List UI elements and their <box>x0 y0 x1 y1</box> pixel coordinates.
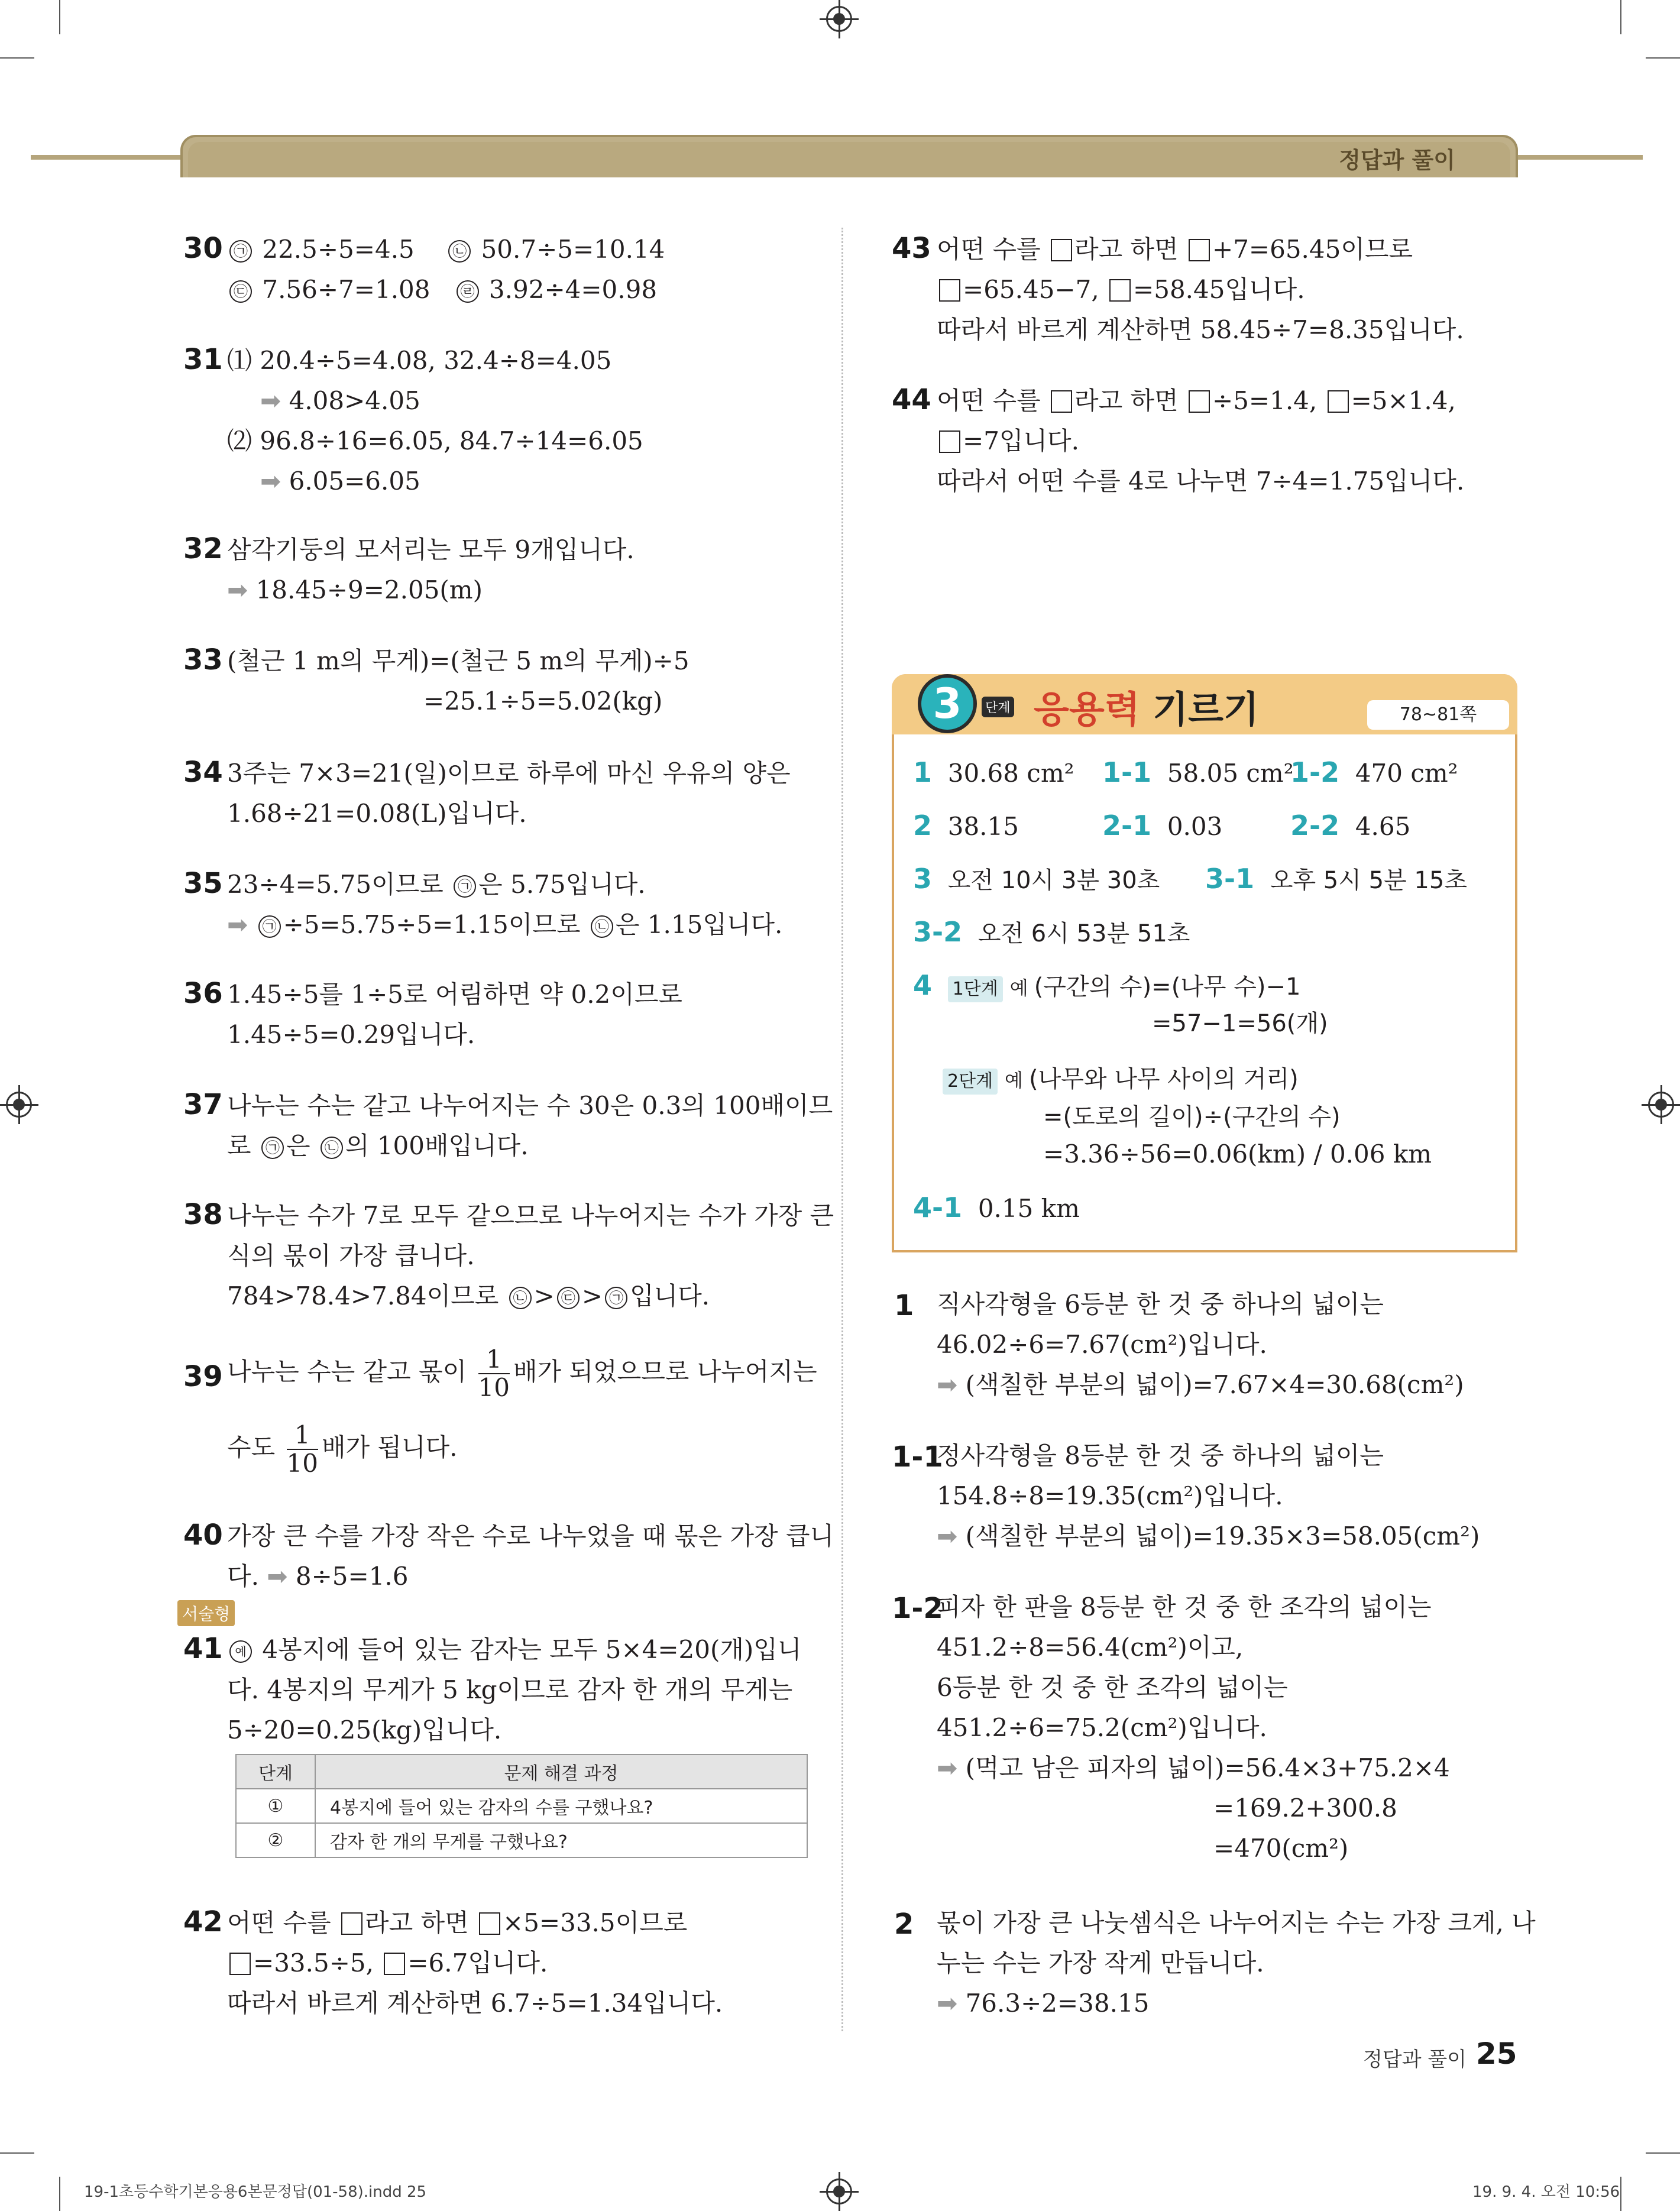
short-answer-row-1: 1 30.68 cm² <box>913 756 1074 788</box>
question-number: 31 <box>183 343 223 376</box>
short-answer-4-step1: 4 1단계 예 (구간의 수)=(나무 수)−1 <box>913 969 1301 1001</box>
registration-mark-icon <box>1648 1092 1674 1118</box>
answer-30-line2: ㉢ 7.56÷7=1.08 ㉣ 3.92÷4=0.98 <box>227 270 657 310</box>
short-answer-row-5: 4-1 0.15 km <box>913 1192 1080 1223</box>
answer-42-line3: 따라서 바르게 계산하면 6.7÷5=1.34입니다. <box>227 1989 723 2018</box>
table-row <box>236 1823 807 1857</box>
explanation-1-2-line1: 피자 한 판을 8등분 한 것 중 한 조각의 넓이는 <box>937 1592 1432 1621</box>
answer-33-line1: (철근 1 m의 무게)=(철근 5 m의 무게)÷5 <box>227 646 690 675</box>
section-step-label: 단계 <box>982 697 1014 717</box>
short-answer-row-2: 2-2 4.65 <box>1290 810 1411 841</box>
answer-39-line1: 나누는 수는 같고 몫이 $\frac{1}{10}$ 배가 되었으므로 나누어지는 <box>227 1345 817 1402</box>
crop-mark <box>1646 2152 1680 2154</box>
table-header-row <box>236 1754 807 1789</box>
explanation-1-line3: ➡ (색칠한 부분의 넓이)=7.67×4=30.68(cm²) <box>937 1370 1464 1399</box>
answer-36-line2: 1.45÷5=0.29입니다. <box>227 1020 475 1049</box>
short-answer-4-step2: 2단계 예 (나무와 나무 사이의 거리) <box>943 1058 1299 1100</box>
answer-44-line3: 따라서 어떤 수를 4로 나누면 7÷4=1.75입니다. <box>937 467 1465 496</box>
table-cell: ① <box>236 1789 315 1823</box>
explanation-1-1-line1: 정사각형을 8등분 한 것 중 하나의 넓이는 <box>937 1441 1384 1470</box>
question-number: 42 <box>183 1905 223 1938</box>
short-answer-row-2: 2-1 0.03 <box>1102 810 1223 841</box>
answer-34-line1: 3주는 7×3=21(일)이므로 하루에 마신 우유의 양은 <box>227 759 791 788</box>
answer-31-p2: ⑵ 96.8÷16=6.05, 84.7÷14=6.05 <box>227 426 643 455</box>
header-tab-fill <box>188 142 1510 177</box>
answer-40-line1: 가장 큰 수를 가장 작은 수로 나누었을 때 몫은 가장 큽니 <box>227 1522 834 1550</box>
question-number: 37 <box>183 1088 223 1121</box>
answer-44-line2: =7입니다. <box>937 421 1079 461</box>
answer-34-line2: 1.68÷21=0.08(L)입니다. <box>227 799 527 828</box>
header-section-label: 정답과 풀이 <box>1339 147 1455 173</box>
table-header-step: 단계 <box>236 1754 315 1789</box>
answer-32-line1: 삼각기둥의 모서리는 모두 9개입니다. <box>227 535 635 564</box>
page-number: 25 <box>1476 2037 1517 2071</box>
column-divider <box>841 228 843 2031</box>
answer-31-p1: ⑴ 20.4÷5=4.08, 32.4÷8=4.05 <box>227 346 612 375</box>
scoring-table <box>235 1754 808 1858</box>
fraction: $\frac{1}{10}$ <box>478 1345 510 1402</box>
explanation-1-1-line3: ➡ (색칠한 부분의 넓이)=19.35×3=58.05(cm²) <box>937 1522 1480 1550</box>
question-number: 1-1 <box>892 1440 943 1474</box>
short-answer-row-4: 3-2 오전 6시 53분 51초 <box>913 916 1190 948</box>
answer-31-a2: ➡ 6.05=6.05 <box>260 467 420 496</box>
short-answer-4-step1-line2: =57−1=56(개) <box>1152 1010 1328 1037</box>
answer-32-line2: ➡ 18.45÷9=2.05(m) <box>227 575 483 604</box>
question-number: 44 <box>892 383 931 416</box>
explanation-2-line3: ➡ 76.3÷2=38.15 <box>937 1989 1150 2018</box>
answer-39-line2: 수도 $\frac{1}{10}$ 배가 됩니다. <box>227 1420 458 1478</box>
crop-mark <box>1620 2177 1621 2211</box>
explanation-1-line2: 46.02÷6=7.67(cm²)입니다. <box>937 1330 1267 1359</box>
question-number: 1 <box>894 1289 914 1322</box>
answer-37-line1: 나누는 수는 같고 나누어지는 수 30은 0.3의 100배이므 <box>227 1091 833 1120</box>
crop-mark <box>0 57 34 59</box>
essay-type-badge: 서술형 <box>177 1600 235 1626</box>
section-title: 응용력 기르기 <box>1034 688 1259 731</box>
answer-30-line1: ㉠ 22.5÷5=4.5 ㉡ 50.7÷5=10.14 <box>227 229 665 270</box>
crop-mark <box>1646 57 1680 59</box>
registration-mark-icon <box>6 1092 32 1118</box>
question-number: 38 <box>183 1198 223 1231</box>
print-slug-date: 19. 9. 4. 오전 10:56 <box>1472 2183 1620 2201</box>
question-number: 32 <box>183 532 223 565</box>
table-cell: ② <box>236 1823 315 1857</box>
question-number: 40 <box>183 1519 223 1552</box>
short-answer-row-3: 3-1 오후 5시 5분 15초 <box>1205 863 1467 895</box>
explanation-2-line1: 몫이 가장 큰 나눗셈식은 나누어지는 수는 가장 크게, 나 <box>937 1908 1536 1937</box>
answer-43-line1: 어떤 수를 라고 하면 +7=65.45이므로 <box>937 235 1413 264</box>
answer-42-line1: 어떤 수를 라고 하면 ×5=33.5이므로 <box>227 1908 688 1937</box>
answer-40-line2: 다. ➡ 8÷5=1.6 <box>227 1562 409 1591</box>
answer-38-line2: 식의 몫이 가장 큽니다. <box>227 1241 475 1270</box>
print-slug-file: 19-1초등수학기본응용6본문정답(01-58).indd 25 <box>84 2183 427 2201</box>
question-number: 35 <box>183 867 223 900</box>
table-cell: 4봉지에 들어 있는 감자의 수를 구했나요? <box>315 1789 807 1823</box>
answer-36-line1: 1.45÷5를 1÷5로 어림하면 약 0.2이므로 <box>227 980 682 1009</box>
explanation-1-1-line2: 154.8÷8=19.35(cm²)입니다. <box>937 1481 1283 1510</box>
question-number: 2 <box>894 1908 914 1941</box>
question-number: 30 <box>183 232 223 265</box>
answer-33-line2: =25.1÷5=5.02(kg) <box>423 687 663 716</box>
question-number: 39 <box>183 1360 223 1393</box>
registration-mark-icon <box>826 2178 852 2204</box>
answer-35-line1: 23÷4=5.75이므로 ㉠ 은 5.75입니다. <box>227 870 646 899</box>
answer-37-line2: 로 ㉠ 은 ㉡ 의 100배입니다. <box>227 1131 529 1160</box>
short-answer-row-1: 1-1 58.05 cm² <box>1102 756 1294 788</box>
answer-44-line1: 어떤 수를 라고 하면 ÷5=1.4, =5×1.4, <box>937 386 1456 415</box>
explanation-1-2-line2: 451.2÷8=56.4(cm²)이고, <box>937 1633 1244 1662</box>
question-number: 34 <box>183 756 223 789</box>
fraction: $\frac{1}{10}$ <box>286 1420 318 1478</box>
explanation-1-2-line6: =169.2+300.8 <box>1213 1794 1397 1822</box>
section-page-range: 78~81쪽 <box>1367 700 1509 730</box>
answer-43-line2: =65.45−7, =58.45입니다. <box>937 270 1305 310</box>
crop-mark <box>1620 0 1621 34</box>
registration-mark-icon <box>826 6 852 32</box>
footer-title: 정답과 풀이 <box>1363 2048 1467 2071</box>
crop-mark <box>59 0 60 34</box>
explanation-1-2-line3: 6등분 한 것 중 한 조각의 넓이는 <box>937 1673 1288 1702</box>
answer-31-a1: ➡ 4.08>4.05 <box>260 386 420 415</box>
crop-mark <box>59 2177 60 2211</box>
answer-41-line2: 다. 4봉지의 무게가 5 kg이므로 감자 한 개의 무게는 <box>227 1675 793 1704</box>
answer-38-line3: 784>78.4>7.84이므로 ㉡ > ㉢ > ㉠ 입니다. <box>227 1281 710 1310</box>
answer-38-line1: 나누는 수가 7로 모두 같으므로 나누어지는 수가 가장 큰 <box>227 1201 834 1230</box>
answer-35-line2: ➡ ㉠ ÷5=5.75÷5=1.15이므로 ㉡ 은 1.15입니다. <box>227 910 783 939</box>
section-number-badge: 3 <box>918 674 977 733</box>
question-number: 1-2 <box>892 1592 943 1625</box>
question-number: 41 <box>183 1632 223 1665</box>
short-answer-row-2: 2 38.15 <box>913 810 1019 841</box>
crop-mark <box>0 2152 34 2154</box>
explanation-2-line2: 누는 수는 가장 작게 만듭니다. <box>937 1948 1264 1977</box>
short-answer-row-1: 1-2 470 cm² <box>1290 756 1458 788</box>
answer-42-line2: =33.5÷5, =6.7입니다. <box>227 1943 548 1983</box>
short-answer-4-step2-line2: =(도로의 길이)÷(구간의 수) <box>1043 1103 1341 1131</box>
explanation-1-2-line7: =470(cm²) <box>1213 1834 1349 1863</box>
question-number: 36 <box>183 977 223 1010</box>
table-header-process: 문제 해결 과정 <box>315 1754 807 1789</box>
question-number: 43 <box>892 232 931 265</box>
short-answer-row-3: 3 오전 10시 3분 30초 <box>913 863 1160 895</box>
table-row <box>236 1789 807 1823</box>
answer-41-line3: 5÷20=0.25(kg)입니다. <box>227 1715 502 1744</box>
short-answer-4-step2-line3: =3.36÷56=0.06(km) / 0.06 km <box>1043 1140 1432 1168</box>
answer-43-line3: 따라서 바르게 계산하면 58.45÷7=8.35입니다. <box>937 315 1464 344</box>
table-cell: 감자 한 개의 무게를 구했나요? <box>315 1823 807 1857</box>
answer-41-line1: 예 4봉지에 들어 있는 감자는 모두 5×4=20(개)입니 <box>227 1630 801 1670</box>
explanation-1-2-line5: ➡ (먹고 남은 피자의 넓이)=56.4×3+75.2×4 <box>937 1753 1450 1782</box>
explanation-1-2-line4: 451.2÷6=75.2(cm²)입니다. <box>937 1713 1267 1742</box>
explanation-1-line1: 직사각형을 6등분 한 것 중 하나의 넓이는 <box>937 1290 1384 1319</box>
question-number: 33 <box>183 643 223 676</box>
